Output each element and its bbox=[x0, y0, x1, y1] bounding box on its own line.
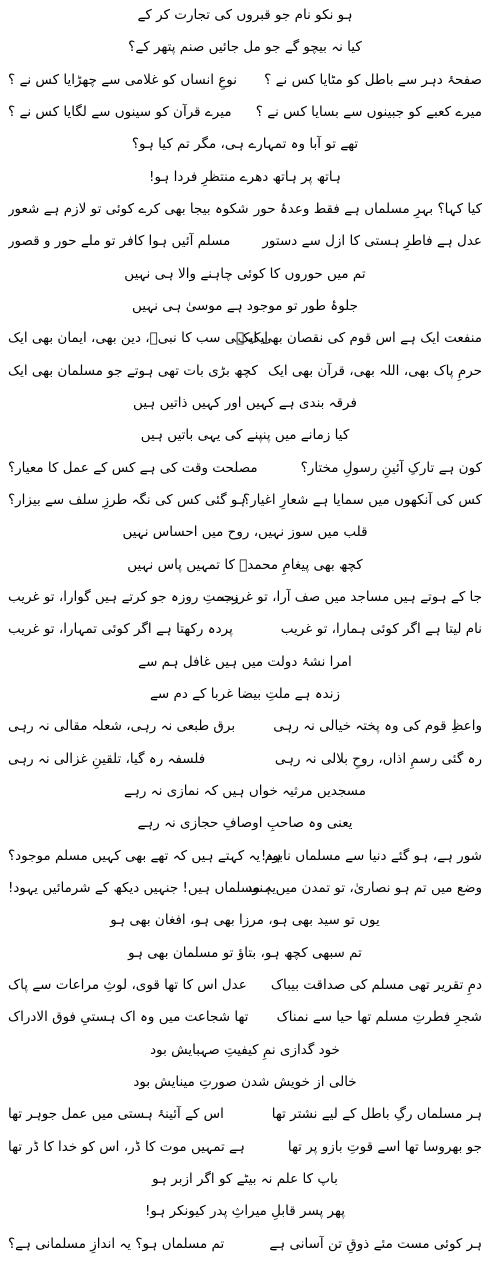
verse-first-half: رہ گئی رسمِ اذاں، روحِ بلالی نہ رہی bbox=[274, 751, 482, 767]
verse-first-half: واعظِ قوم کی وہ پختہ خیالی نہ رہی bbox=[273, 718, 482, 734]
verse-second-half: شکوہ بیجا بھی کرے کوئی تو لازم ہے شعور bbox=[8, 201, 249, 217]
verse-second-half: ہم یہ کہتے ہیں کہ تھے بھی کہیں مسلم موجود؟ bbox=[8, 848, 282, 864]
verse-text: امرا نشۂ دولت میں ہیں غافل ہم سے bbox=[138, 654, 352, 670]
poem-line-29 bbox=[8, 909, 482, 931]
poem-line-27 bbox=[8, 845, 482, 867]
verse-first-half: نام لیتا ہے اگر کوئی ہمارا، تو غریب bbox=[280, 621, 482, 637]
verse-text: خالی از خویش شدن صورتِ مینایش بود bbox=[133, 1074, 357, 1090]
verse-second-half: مسلم آئیں ہوا کافر تو ملے حور و قصور bbox=[8, 233, 231, 249]
poem-line-38 bbox=[8, 1200, 482, 1222]
verse-second-half: تم مسلماں ہو؟ یہ اندازِ مسلمانی ہے؟ bbox=[8, 1236, 225, 1252]
poem-line-4 bbox=[8, 101, 482, 123]
verse-first-half: وضع میں تم ہو نصاریٰ، تو تمدن میں ہنود bbox=[246, 880, 482, 896]
verse-first-half: دمِ تقریر تھی مسلم کی صداقت بیباک bbox=[270, 977, 482, 993]
verse-first-half: میرے کعبے کو جبینوں سے بسایا کس نے ؟ bbox=[255, 104, 482, 120]
verse-first-half: عدل ہے فاطرِ ہستی کا ازل سے دستور bbox=[262, 233, 482, 249]
poem-line-37 bbox=[8, 1168, 482, 1190]
verse-first-half: کس کی آنکھوں میں سمایا ہے شعارِ اغیار؟ bbox=[242, 492, 482, 508]
verse-second-half: کچھ بڑی بات تھی ہوتے جو مسلمان بھی ایک bbox=[8, 363, 258, 379]
verse-first-half: حرمِ پاک بھی، اللہ بھی، قرآن بھی ایک bbox=[268, 363, 482, 379]
verse-first-half: ہر کوئی مست مئے ذوقِ تن آسانی ہے bbox=[269, 1236, 482, 1252]
verse-text: باپ کا علم نہ بیٹے کو اگر ازبر ہو bbox=[152, 1171, 338, 1187]
verse-second-half: میرے قرآن کو سینوں سے لگایا کس نے ؟ bbox=[8, 104, 232, 120]
poem-line-25 bbox=[8, 780, 482, 802]
verse-text: پھر پسر قابلِ میراثِ پدر کیونکر ہو! bbox=[145, 1203, 345, 1219]
poem-line-16 bbox=[8, 489, 482, 511]
poem-line-5 bbox=[8, 133, 482, 155]
verse-text: ہاتھ پر ہاتھ دھرے منتظرِ فردا ہو! bbox=[149, 169, 341, 185]
verse-second-half: ہے تمہیں موت کا ڈر، اس کو خدا کا ڈر تھا bbox=[8, 1139, 245, 1155]
poem-line-10 bbox=[8, 295, 482, 317]
poem-line-24 bbox=[8, 748, 482, 770]
poem-line-2 bbox=[8, 36, 482, 58]
verse-text: تم سبھی کچھ ہو، بتاؤ تو مسلمان بھی ہو bbox=[128, 945, 362, 961]
verse-second-half: زحمتِ روزہ جو کرتے ہیں گوارا، تو غریب bbox=[8, 589, 239, 605]
poem-line-3 bbox=[8, 69, 482, 91]
verse-first-half: جو بھروسا تھا اسے قوتِ بازو پر تھا bbox=[287, 1139, 482, 1155]
poem-line-13 bbox=[8, 392, 482, 414]
verse-second-half: ہو گئی کس کی نگہ طرزِ سلف سے بیزار؟ bbox=[8, 492, 246, 508]
poem-line-9 bbox=[8, 263, 482, 285]
poem-line-7 bbox=[8, 198, 482, 220]
poem-line-22 bbox=[8, 683, 482, 705]
poem-line-21 bbox=[8, 651, 482, 673]
poem-line-8 bbox=[8, 230, 482, 252]
verse-second-half: برق طبعی نہ رہی، شعلہ مقالی نہ رہی bbox=[8, 718, 236, 734]
poem-line-34 bbox=[8, 1071, 482, 1093]
verse-text: یعنی وہ صاحبِ اوصافِ حجازی نہ رہے bbox=[137, 815, 353, 831]
poem-line-26 bbox=[8, 812, 482, 834]
verse-second-half: عدل اس کا تھا قوی، لوثِ مراعات سے پاک bbox=[8, 977, 247, 993]
verse-second-half: مصلحت وقت کی ہے کس کے عمل کا معیار؟ bbox=[8, 460, 258, 476]
poem-line-35 bbox=[8, 1103, 482, 1125]
verse-text: ہو نکو نام جو قبروں کی تجارت کر کے bbox=[137, 7, 353, 23]
verse-text: یوں تو سید بھی ہو، مرزا بھی ہو، افغان بھی ہو bbox=[110, 912, 380, 928]
verse-first-half: منفعت ایک ہے اس قوم کی نقصان بھی ایک bbox=[237, 330, 482, 346]
poem-line-11 bbox=[8, 327, 482, 349]
verse-text: کیا نہ بیچو گے جو مل جائیں صنم پتھر کے؟ bbox=[128, 39, 362, 55]
verse-text: زندہ ہے ملتِ بیضا غربا کے دم سے bbox=[149, 686, 341, 702]
verse-first-half: ہر مسلماں رگِ باطل کے لیے نشتر تھا bbox=[271, 1106, 482, 1122]
verse-second-half: نوعِ انساں کو غلامی سے چھڑایا کس نے ؟ bbox=[8, 72, 238, 88]
verse-text: خود گدازی نمِ کیفیتِ صہبایش بود bbox=[150, 1042, 340, 1058]
poem-line-19 bbox=[8, 586, 482, 608]
verse-text: جلوۂ طور تو موجود ہے موسیٰ ہی نہیں bbox=[131, 298, 358, 314]
verse-text: فرقہ بندی ہے کہیں اور کہیں ذاتیں ہیں bbox=[133, 395, 357, 411]
poem-line-18 bbox=[8, 554, 482, 576]
poem-line-30 bbox=[8, 942, 482, 964]
verse-text: کچھ بھی پیغامِ محمدؐ کا تمہیں پاس نہیں bbox=[127, 557, 363, 573]
verse-first-half: کون ہے تارکِ آئینِ رسولِ مختار؟ bbox=[300, 460, 482, 476]
poem-line-28 bbox=[8, 877, 482, 899]
verse-text: تھے تو آبا وہ تمہارے ہی، مگر تم کیا ہو؟ bbox=[131, 136, 359, 152]
poem-line-14 bbox=[8, 424, 482, 446]
poem-line-39 bbox=[8, 1233, 482, 1255]
poem-line-23 bbox=[8, 715, 482, 737]
verse-second-half: اس کے آئینۂ ہستی میں عمل جوہر تھا bbox=[8, 1106, 224, 1122]
poem-line-15 bbox=[8, 457, 482, 479]
poem-line-33 bbox=[8, 1039, 482, 1061]
poem-line-36 bbox=[8, 1136, 482, 1158]
verse-second-half: تھا شجاعت میں وہ اک ہستیِ فوق الادراک bbox=[8, 1009, 249, 1025]
verse-first-half: کیا کہا؟ بہرِ مسلماں ہے فقط وعدۂ حور bbox=[253, 201, 482, 217]
verse-second-half: ایک ہی سب کا نبیؐ، دین بھی، ایمان بھی ایک bbox=[8, 330, 269, 346]
poem-line-6 bbox=[8, 166, 482, 188]
verse-first-half: صفحۂ دہر سے باطل کو مٹایا کس نے ؟ bbox=[264, 72, 482, 88]
poem-line-31 bbox=[8, 974, 482, 996]
poem-line-1 bbox=[8, 4, 482, 26]
verse-first-half: جا کے ہوتے ہیں مساجد میں صف آرا، تو غریب bbox=[221, 589, 482, 605]
poem-line-20 bbox=[8, 618, 482, 640]
verse-first-half: شور ہے، ہو گئے دنیا سے مسلماں نابود! bbox=[260, 848, 482, 864]
verse-second-half: یہ مسلماں ہیں! جنہیں دیکھ کے شرمائیں یہود! bbox=[8, 880, 277, 896]
verse-text: قلب میں سوز نہیں، روح میں احساس نہیں bbox=[122, 524, 368, 540]
poem-line-12 bbox=[8, 360, 482, 382]
verse-first-half: شجرِ فطرتِ مسلم تھا حیا سے نمناک bbox=[276, 1009, 482, 1025]
verse-text: تم میں حوروں کا کوئی چاہنے والا ہی نہیں bbox=[124, 266, 366, 282]
verse-text: کیا زمانے میں پنپنے کی یہی باتیں ہیں bbox=[140, 427, 350, 443]
verse-second-half: پردہ رکھتا ہے اگر کوئی تمہارا، تو غریب bbox=[8, 621, 233, 637]
poem-line-17 bbox=[8, 521, 482, 543]
poem-line-32 bbox=[8, 1006, 482, 1028]
verse-text: مسجدیں مرثیہ خواں ہیں کہ نمازی نہ رہے bbox=[124, 783, 366, 799]
verse-second-half: فلسفہ رہ گیا، تلقینِ غزالی نہ رہی bbox=[8, 751, 206, 767]
